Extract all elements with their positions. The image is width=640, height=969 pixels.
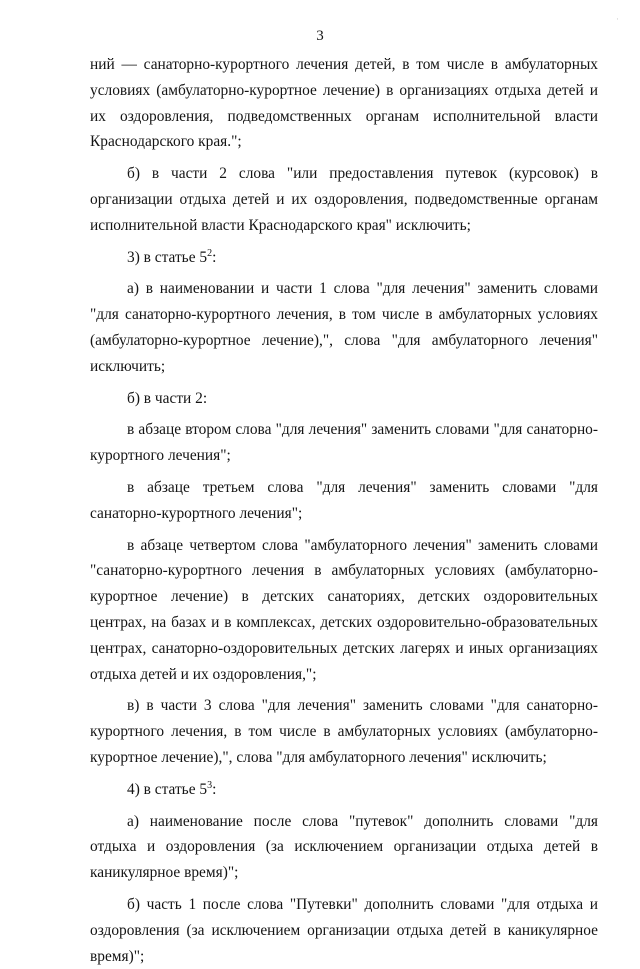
article-5-3-colon: : [212,780,217,798]
paragraph-third-subparagraph: в абзаце третьем слова "для лечения" заменить словами "для санаторно-курортного лечения"; [90,478,598,522]
paragraph-item-a-title: а) в наименовании и части 1 слова "для лечения" заменить словами "для санаторно-курортного лечения, в том числе в амбулаторных условиях (амбулаторно-курортное лечение),", слова "для амбулаторного лечения" исключить; [90,280,598,375]
paragraph-second-subparagraph: в абзаце втором слова "для лечения" заменить словами "для санаторно-курортного лечения"; [90,421,598,465]
article-5-2-colon: : [212,248,217,266]
paragraph-article-5-3 [90,777,598,803]
document-body [90,52,598,969]
paragraph-item-v-part-3: в) в части 3 слова "для лечения" заменить словами "для санаторно-курортного лечения, в том числе в амбулаторных условиях (амбулаторно-курортное лечение),", слова "для амбулаторного лечения" исключить; [90,697,598,766]
paragraph-continuation: ний — санаторно-курортного лечения детей, в том числе в амбулаторных условиях (амбулаторно-курортное лечение) в организациях отдыха детей и их оздоровления, подведомственных органам исполнительной власти Краснодарского края."; [90,56,598,151]
paragraph-item-b-part-1: б) часть 1 после слова "Путевки" дополнить словами "для отдыха и оздоровления (за исключением организации отдыха детей в каникулярное время)"; [90,895,598,965]
scan-mark: · [616,14,619,24]
paragraph-item-b-part-2-heading: б) в части 2: [127,389,208,407]
page-number: 3 [316,28,324,44]
paragraph-fourth-subparagraph: в абзаце четвертом слова "амбулаторного лечения" заменить словами "санаторно-курортного лечения в амбулаторных условиях (амбулаторно-курортное лечение) в детских санаториях, детских оздоровительных центрах, на базах и в комплексах, детских оздоровительно-образовательных центрах, санаторно-оздоровительных детских лагерях и иных организациях отдыха детей и их оздоровления,"; [90,536,598,683]
article-5-3-text: 4) в статье 5 [127,780,208,798]
article-5-2-text: 3) в статье 5 [127,248,208,266]
article-5-2-superscript: 2 [207,247,213,259]
paragraph-article-5-2 [90,245,598,271]
paragraph-item-b-part-2: б) в части 2 слова "или предоставления путевок (курсовок) в организации отдыха детей и их оздоровления, подведомственные органам исполнительной власти Краснодарского края" исключить; [90,165,598,234]
paragraph-item-a-naming: а) наименование после слова "путевок" дополнить словами "для отдыха и оздоровления (за исключением организации отдыха детей в каникулярное время)"; [90,812,598,882]
article-5-3-superscript: 3 [207,779,213,791]
